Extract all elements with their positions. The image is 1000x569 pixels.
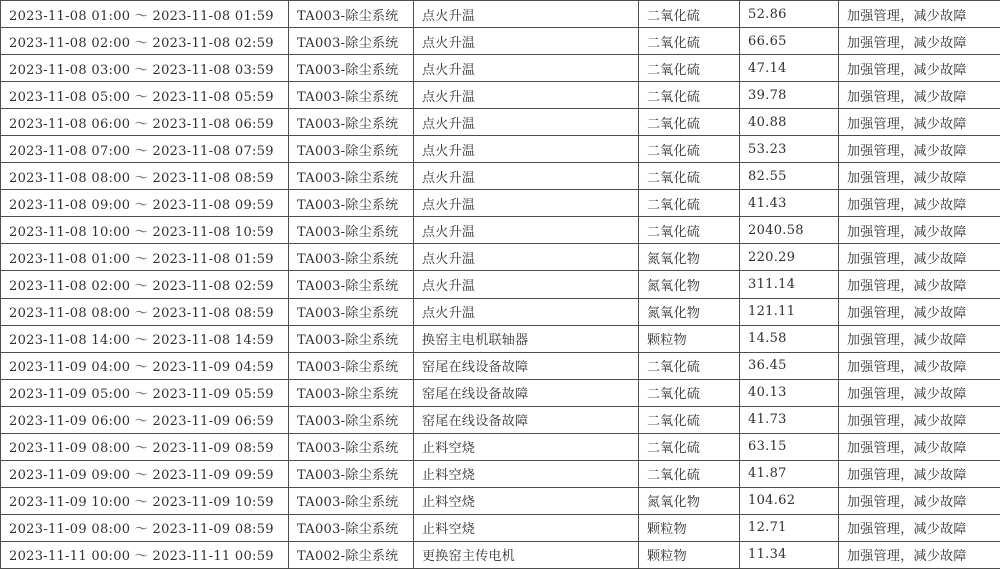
table-row: [1, 136, 1000, 163]
cell-time-range: 2023-11-11 00:00 ～ 2023-11-11 00:59: [1, 541, 289, 568]
cell-system: TA003-除尘系统: [289, 190, 414, 217]
cell-value: 41.87: [740, 460, 839, 487]
cell-event: 窑尾在线设备故障: [414, 352, 639, 379]
cell-value: 63.15: [740, 433, 839, 460]
cell-system: TA003-除尘系统: [289, 352, 414, 379]
cell-remark: 加强管理，减少故障: [839, 109, 1000, 136]
cell-remark: 加强管理，减少故障: [839, 163, 1000, 190]
table-row: [1, 541, 1000, 568]
cell-value: 41.73: [740, 406, 839, 433]
cell-system: TA003-除尘系统: [289, 433, 414, 460]
table-row: [1, 28, 1000, 55]
cell-remark: 加强管理，减少故障: [839, 379, 1000, 406]
cell-remark: 加强管理，减少故障: [839, 406, 1000, 433]
cell-time-range: 2023-11-09 05:00 ～ 2023-11-09 05:59: [1, 379, 289, 406]
cell-remark: 加强管理，减少故障: [839, 271, 1000, 298]
cell-time-range: 2023-11-08 01:00 ～ 2023-11-08 01:59: [1, 244, 289, 271]
cell-event: 点火升温: [414, 109, 639, 136]
cell-time-range: 2023-11-08 03:00 ～ 2023-11-08 03:59: [1, 55, 289, 82]
cell-system: TA003-除尘系统: [289, 406, 414, 433]
cell-event: 止料空烧: [414, 487, 639, 514]
cell-pollutant: 二氧化硫: [639, 136, 740, 163]
cell-remark: 加强管理，减少故障: [839, 28, 1000, 55]
cell-remark: 加强管理，减少故障: [839, 298, 1000, 325]
cell-time-range: 2023-11-09 04:00 ～ 2023-11-09 04:59: [1, 352, 289, 379]
table-body: [1, 1, 1000, 569]
cell-time-range: 2023-11-09 10:00 ～ 2023-11-09 10:59: [1, 487, 289, 514]
cell-system: TA003-除尘系统: [289, 325, 414, 352]
cell-pollutant: 颗粒物: [639, 541, 740, 568]
cell-pollutant: 二氧化硫: [639, 190, 740, 217]
cell-pollutant: 二氧化硫: [639, 82, 740, 109]
cell-pollutant: 颗粒物: [639, 325, 740, 352]
cell-pollutant: 二氧化硫: [639, 109, 740, 136]
cell-pollutant: 二氧化硫: [639, 406, 740, 433]
cell-event: 点火升温: [414, 1, 639, 28]
cell-pollutant: 二氧化硫: [639, 379, 740, 406]
cell-remark: 加强管理，减少故障: [839, 217, 1000, 244]
cell-system: TA003-除尘系统: [289, 487, 414, 514]
cell-value: 36.45: [740, 352, 839, 379]
cell-system: TA003-除尘系统: [289, 271, 414, 298]
cell-event: 窑尾在线设备故障: [414, 406, 639, 433]
cell-value: 2040.58: [740, 217, 839, 244]
cell-time-range: 2023-11-09 08:00 ～ 2023-11-09 08:59: [1, 433, 289, 460]
cell-event: 点火升温: [414, 82, 639, 109]
table-row: [1, 1, 1000, 28]
cell-value: 82.55: [740, 163, 839, 190]
cell-system: TA003-除尘系统: [289, 55, 414, 82]
cell-pollutant: 二氧化硫: [639, 460, 740, 487]
cell-time-range: 2023-11-08 08:00 ～ 2023-11-08 08:59: [1, 163, 289, 190]
cell-pollutant: 二氧化硫: [639, 352, 740, 379]
cell-remark: 加强管理，减少故障: [839, 325, 1000, 352]
cell-pollutant: 颗粒物: [639, 514, 740, 541]
table-row: [1, 298, 1000, 325]
table-row: [1, 55, 1000, 82]
cell-event: 点火升温: [414, 217, 639, 244]
table-row: [1, 460, 1000, 487]
cell-value: 104.62: [740, 487, 839, 514]
cell-remark: 加强管理，减少故障: [839, 1, 1000, 28]
table-row: [1, 514, 1000, 541]
cell-remark: 加强管理，减少故障: [839, 514, 1000, 541]
cell-pollutant: 氮氧化物: [639, 487, 740, 514]
cell-time-range: 2023-11-08 02:00 ～ 2023-11-08 02:59: [1, 28, 289, 55]
cell-value: 66.65: [740, 28, 839, 55]
cell-value: 41.43: [740, 190, 839, 217]
cell-pollutant: 二氧化硫: [639, 163, 740, 190]
cell-time-range: 2023-11-08 06:00 ～ 2023-11-08 06:59: [1, 109, 289, 136]
cell-event: 点火升温: [414, 271, 639, 298]
cell-time-range: 2023-11-09 09:00 ～ 2023-11-09 09:59: [1, 460, 289, 487]
cell-system: TA003-除尘系统: [289, 1, 414, 28]
cell-event: 点火升温: [414, 244, 639, 271]
cell-remark: 加强管理，减少故障: [839, 541, 1000, 568]
cell-pollutant: 二氧化硫: [639, 55, 740, 82]
cell-pollutant: 氮氧化物: [639, 244, 740, 271]
cell-time-range: 2023-11-08 05:00 ～ 2023-11-08 05:59: [1, 82, 289, 109]
cell-time-range: 2023-11-08 09:00 ～ 2023-11-08 09:59: [1, 190, 289, 217]
cell-remark: 加强管理，减少故障: [839, 82, 1000, 109]
cell-pollutant: 二氧化硫: [639, 217, 740, 244]
table-row: [1, 379, 1000, 406]
table-row: [1, 217, 1000, 244]
table-row: [1, 271, 1000, 298]
cell-system: TA003-除尘系统: [289, 28, 414, 55]
cell-event: 点火升温: [414, 163, 639, 190]
cell-value: 311.14: [740, 271, 839, 298]
cell-remark: 加强管理，减少故障: [839, 136, 1000, 163]
cell-pollutant: 二氧化硫: [639, 28, 740, 55]
cell-event: 点火升温: [414, 298, 639, 325]
cell-value: 12.71: [740, 514, 839, 541]
cell-value: 40.13: [740, 379, 839, 406]
cell-value: 52.86: [740, 1, 839, 28]
cell-value: 11.34: [740, 541, 839, 568]
cell-system: TA003-除尘系统: [289, 217, 414, 244]
cell-value: 220.29: [740, 244, 839, 271]
cell-value: 40.88: [740, 109, 839, 136]
cell-pollutant: 氮氧化物: [639, 271, 740, 298]
cell-value: 47.14: [740, 55, 839, 82]
cell-time-range: 2023-11-08 10:00 ～ 2023-11-08 10:59: [1, 217, 289, 244]
table-row: [1, 244, 1000, 271]
cell-system: TA003-除尘系统: [289, 460, 414, 487]
table-row: [1, 487, 1000, 514]
cell-event: 止料空烧: [414, 514, 639, 541]
cell-system: TA003-除尘系统: [289, 109, 414, 136]
cell-remark: 加强管理，减少故障: [839, 352, 1000, 379]
cell-remark: 加强管理，减少故障: [839, 244, 1000, 271]
cell-time-range: 2023-11-08 14:00 ～ 2023-11-08 14:59: [1, 325, 289, 352]
cell-event: 点火升温: [414, 190, 639, 217]
cell-system: TA003-除尘系统: [289, 514, 414, 541]
cell-time-range: 2023-11-08 08:00 ～ 2023-11-08 08:59: [1, 298, 289, 325]
cell-event: 点火升温: [414, 28, 639, 55]
cell-event: 更换窑主传电机: [414, 541, 639, 568]
cell-value: 121.11: [740, 298, 839, 325]
cell-event: 点火升温: [414, 55, 639, 82]
cell-remark: 加强管理，减少故障: [839, 433, 1000, 460]
cell-remark: 加强管理，减少故障: [839, 190, 1000, 217]
cell-time-range: 2023-11-08 02:00 ～ 2023-11-08 02:59: [1, 271, 289, 298]
cell-system: TA003-除尘系统: [289, 298, 414, 325]
cell-time-range: 2023-11-09 08:00 ～ 2023-11-09 08:59: [1, 514, 289, 541]
cell-event: 窑尾在线设备故障: [414, 379, 639, 406]
cell-time-range: 2023-11-09 06:00 ～ 2023-11-09 06:59: [1, 406, 289, 433]
table-row: [1, 433, 1000, 460]
cell-remark: 加强管理，减少故障: [839, 487, 1000, 514]
cell-pollutant: 二氧化硫: [639, 1, 740, 28]
cell-remark: 加强管理，减少故障: [839, 55, 1000, 82]
cell-pollutant: 二氧化硫: [639, 433, 740, 460]
cell-remark: 加强管理，减少故障: [839, 460, 1000, 487]
table-row: [1, 406, 1000, 433]
cell-system: TA003-除尘系统: [289, 244, 414, 271]
table-row: [1, 82, 1000, 109]
table-row: [1, 163, 1000, 190]
cell-system: TA003-除尘系统: [289, 163, 414, 190]
cell-event: 换窑主电机联轴器: [414, 325, 639, 352]
table-row: [1, 109, 1000, 136]
cell-system: TA003-除尘系统: [289, 136, 414, 163]
cell-event: 止料空烧: [414, 433, 639, 460]
table-row: [1, 190, 1000, 217]
cell-time-range: 2023-11-08 01:00 ～ 2023-11-08 01:59: [1, 1, 289, 28]
cell-event: 止料空烧: [414, 460, 639, 487]
cell-event: 点火升温: [414, 136, 639, 163]
table-row: [1, 352, 1000, 379]
cell-system: TA002-除尘系统: [289, 541, 414, 568]
cell-pollutant: 氮氧化物: [639, 298, 740, 325]
cell-system: TA003-除尘系统: [289, 82, 414, 109]
table-row: [1, 325, 1000, 352]
cell-value: 53.23: [740, 136, 839, 163]
cell-time-range: 2023-11-08 07:00 ～ 2023-11-08 07:59: [1, 136, 289, 163]
cell-value: 39.78: [740, 82, 839, 109]
cell-system: TA003-除尘系统: [289, 379, 414, 406]
cell-value: 14.58: [740, 325, 839, 352]
